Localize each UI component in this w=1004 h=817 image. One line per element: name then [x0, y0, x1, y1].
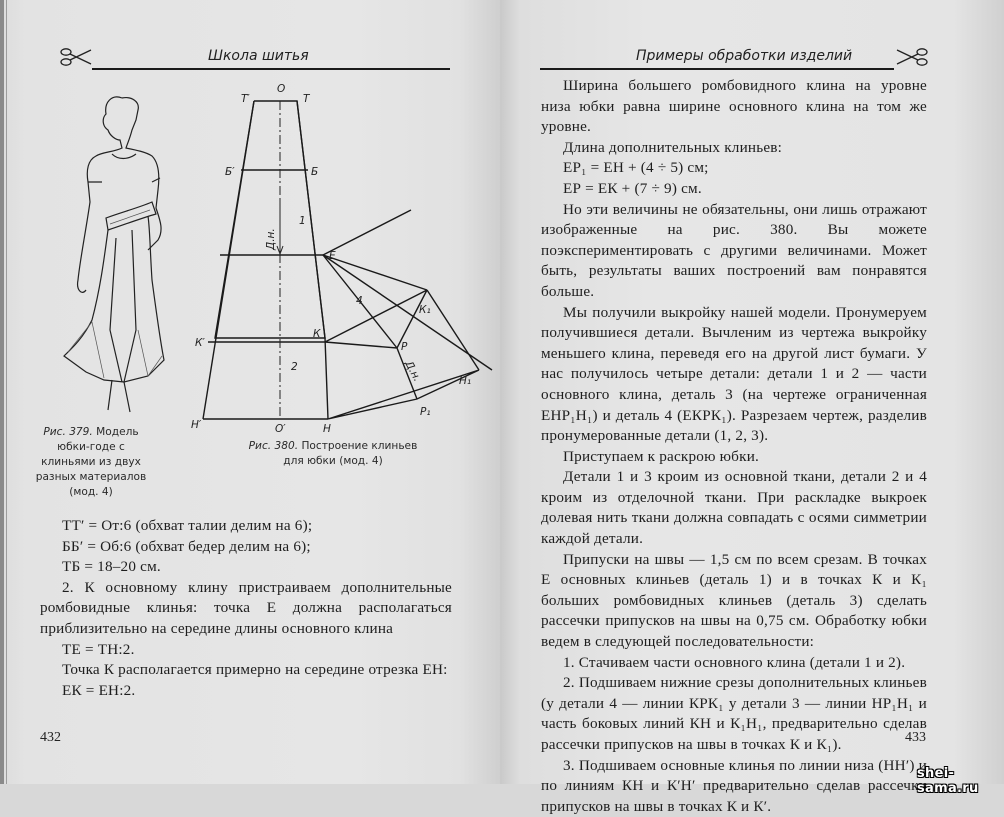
- main-wedge-outline: [215, 101, 325, 338]
- figure-380-caption: [238, 439, 428, 469]
- grain-label-2: Д.н.: [402, 358, 424, 384]
- book-edge-line: [6, 0, 7, 784]
- paragraph: Но эти величины не обязательны, они лишь отражают изображенные на рис. 380. Вы можете поэкспериментировать с другими величинами. Может быть, результаты ваших построений вам понравятся больше.: [541, 200, 927, 300]
- paragraph: ТБ = 18–20 см.: [62, 558, 161, 576]
- e-k1-h1: [323, 210, 492, 370]
- paragraph: ТТ′ = От:6 (обхват талии делим на 6);: [62, 517, 313, 534]
- point-B-prime: Б′: [225, 166, 235, 178]
- running-head-title: Школа шитья: [208, 48, 309, 64]
- part-4: 4: [356, 295, 363, 307]
- scissors-icon: [896, 47, 928, 71]
- paragraph: Длина дополнительных клиньев:: [563, 138, 783, 156]
- paragraph: ЕК = ЕН:2.: [62, 681, 136, 699]
- part-2: 2: [291, 361, 298, 373]
- point-B: Б: [311, 166, 319, 178]
- right-body-text: [541, 76, 927, 817]
- paragraph: Детали 1 и 3 кроим из основной ткани, детали 2 и 4 кроим из отделочной ткани. При раскладке выкроек долевая нить ткани должна совпадать с осями симметрии каждой детали.: [541, 468, 927, 548]
- paragraph: Приступаем к раскрою юбки.: [563, 447, 760, 465]
- scissors-icon: [60, 47, 92, 71]
- point-E: Е: [329, 250, 336, 262]
- header-rule: [92, 68, 450, 70]
- figure-380-diagram: [191, 80, 485, 440]
- list-item: 3. Подшиваем основные клинья по линии низа (НН′) и по линиям КН и К′Н′ предварительно сделав рассечки припусков на швы в точках К и К′.: [541, 756, 927, 815]
- point-K1: К₁: [419, 304, 431, 316]
- formula: ЕР₁ = ЕН + (4 ÷ 5) см;: [563, 159, 709, 177]
- page-number-left: 432: [40, 730, 61, 745]
- point-K-prime: К′: [195, 337, 205, 349]
- point-T: Т: [303, 93, 310, 105]
- paragraph: Точка К располагается примерно на середине отрезка ЕН:: [62, 661, 448, 679]
- point-T-prime: Т′: [241, 93, 250, 105]
- list-item: 1. Стачиваем части основного клина (детали 1 и 2).: [563, 653, 906, 671]
- list-item: 2. Подшиваем нижние срезы дополнительных клиньев (у детали 4 — линии КРК₁ у детали 3 — линии НР₁Н₁ и часть боковых линий КН и К₁Н₁, предварительно сделав рассечки припусков на швы в точках К и К₁).: [541, 674, 927, 753]
- point-K: К: [313, 328, 321, 340]
- watermark: shei-sama.ru: [917, 766, 979, 796]
- figure-379-text: Модель юбки-годе с клиньями из двух разных материалов (мод. 4): [35, 426, 147, 498]
- point-H: Н: [323, 423, 331, 435]
- running-head-right: [540, 44, 928, 70]
- book-edge: [0, 0, 4, 784]
- paragraph: ТЕ = ТН:2.: [62, 640, 135, 658]
- main-wedge-right: [297, 101, 328, 419]
- paragraph: ББ′ = Об:6 (обхват бедер делим на 6);: [62, 537, 311, 555]
- figure-380-label: Рис. 380.: [248, 440, 299, 452]
- main-wedge-left: [203, 101, 254, 419]
- grain-label-1: Д.н.: [265, 228, 277, 250]
- paragraph: Ширина большего ромбовидного клина на уровне низа юбки равна ширине основного клина на том же уровне.: [541, 77, 927, 136]
- point-H1-label: Н₁: [459, 375, 472, 387]
- point-H-prime: Н′: [191, 419, 202, 431]
- point-P1: Р₁: [420, 406, 431, 418]
- paragraph: Припуски на швы — 1,5 см по всем срезам. В точках Е основных клиньев (деталь 1) и в точках К и К₁ больших ромбовидных клиньев (деталь 3) сделать рассечки припусков на швы на 0,75 см. Обработку юбки ведем в следующей последовательности:: [541, 550, 927, 651]
- left-page: [0, 0, 500, 784]
- page-number-right: 433: [905, 730, 926, 745]
- point-O-prime: О′: [275, 423, 286, 435]
- point-P: Р: [401, 341, 408, 353]
- paragraph: 2. К основному клину пристраиваем дополнительные ромбовидные клинья: точка Е должна располагаться приблизительно на середине длины основного клина: [40, 578, 452, 637]
- figure-379-label: Рис. 379.: [43, 426, 93, 438]
- figure-380-text: Построение клиньев для юбки (мод. 4): [283, 440, 418, 467]
- running-head-title: Примеры обработки изделий: [636, 48, 853, 64]
- running-head-left: [60, 44, 450, 70]
- left-body-text: [40, 516, 452, 701]
- point-O: О: [277, 83, 286, 95]
- paragraph: Мы получили выкройку нашей модели. Пронумеруем получившиеся детали. Вычленим из чертежа выкройку меньшего клина, переведя его на другой лист бумаги. У нас получилось четыре детали: детали 1 и 2 — части основного клина, деталь 3 (на чертеже ограниченная ЕНР₁Н₁) и деталь 4 (ЕКРК₁). Разрезаем чертеж, разделив пронумерованные детали (1, 2, 3).: [541, 303, 927, 445]
- grain-arrow: [277, 200, 283, 254]
- figure-379-caption: [32, 425, 150, 500]
- figure-379-illustration: [52, 90, 182, 420]
- part-1: 1: [299, 215, 306, 227]
- header-rule: [540, 68, 894, 70]
- formula: ЕР = ЕК + (7 ÷ 9) см.: [563, 179, 702, 197]
